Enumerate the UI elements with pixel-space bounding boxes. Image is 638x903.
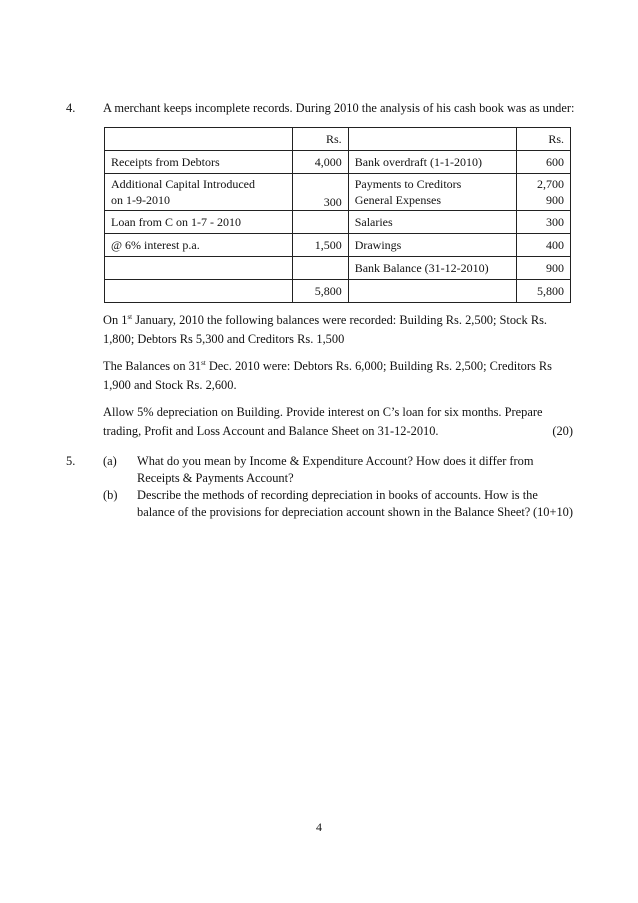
sub-question-text (137, 487, 573, 521)
table-cell: 600 (516, 151, 570, 174)
table-cell: 4,000 (292, 151, 348, 174)
cash-book-table (104, 127, 571, 303)
page-number: 4 (316, 820, 322, 834)
opening-balances-paragraph (103, 311, 573, 349)
table-row (105, 257, 571, 280)
table-cell (292, 174, 348, 211)
text-span: On 1 (103, 313, 128, 327)
cell-line: 900 (546, 193, 564, 207)
superscript: st (201, 358, 206, 367)
sub-question-label: (a) (103, 454, 117, 468)
instructions-paragraph (103, 403, 573, 441)
table-cell: Rs. (516, 128, 570, 151)
table-cell: 5,800 (292, 280, 348, 303)
question-5 (66, 453, 576, 521)
text-span: Allow 5% depreciation on Building. Provide interest on C’s loan for six months. Prepare trading, Profit and Loss Account and Balance Sheet on 31-12-2010. (103, 405, 543, 438)
table-cell: 5,800 (516, 280, 570, 303)
superscript: st (127, 312, 133, 321)
table-cell (292, 257, 348, 280)
table-cell: Salaries (348, 211, 516, 234)
table-cell (348, 128, 516, 151)
text-span: The Balances on 31 (103, 359, 202, 373)
question-5b (66, 487, 576, 521)
closing-balances-paragraph (103, 357, 573, 395)
table-cell: Bank Balance (31-12-2010) (348, 257, 516, 280)
table-cell (348, 280, 516, 303)
cell-line: 300 (323, 195, 342, 209)
question-number: 4. (66, 101, 76, 115)
text-span: Dec. 2010 were: Debtors Rs. 6,000; Building Rs. 2,500; Creditors Rs 1,900 and Stock Rs. 2,600. (103, 359, 552, 392)
table-cell: Rs. (292, 128, 348, 151)
cell-line: 2,700 (537, 177, 564, 191)
table-row (105, 211, 571, 234)
table-row (105, 151, 571, 174)
table-cell: 300 (516, 211, 570, 234)
table-cell (348, 174, 516, 211)
table-total-row (105, 280, 571, 303)
text-span: Describe the methods of recording depreciation in books of accounts. How is the balance of the provisions for depreciation account shown in the Balance Sheet? (137, 488, 538, 519)
table-cell: Loan from C on 1-7 - 2010 (105, 211, 293, 234)
sub-question-label: (b) (103, 488, 118, 502)
cell-line: Additional Capital Introduced (111, 177, 255, 191)
table-cell (292, 211, 348, 234)
sub-question-text: What do you mean by Income & Expenditure Account? How does it differ from Receipts & Payments Account? (137, 454, 534, 485)
cell-line: Payments to Creditors (354, 177, 462, 191)
table-cell: 400 (516, 234, 570, 257)
cell-line: General Expenses (354, 193, 441, 207)
table-row (105, 174, 571, 211)
table-cell: 900 (516, 257, 570, 280)
marks-label: (20) (552, 424, 573, 438)
table-cell: 1,500 (292, 234, 348, 257)
table-cell (105, 280, 293, 303)
question-number: 5. (66, 454, 76, 468)
cell-line: on 1-9-2010 (111, 193, 170, 207)
table-cell: Receipts from Debtors (105, 151, 293, 174)
text-span: January, 2010 the following balances were recorded: Building Rs. 2,500; Stock Rs. 1,800; Debtors Rs 5,300 and Creditors Rs. 1,500 (103, 313, 548, 346)
marks-label: (10+10) (532, 505, 573, 519)
table-cell (516, 174, 570, 211)
table-cell: @ 6% interest p.a. (105, 234, 293, 257)
table-cell (105, 174, 293, 211)
table-header-row (105, 128, 571, 151)
table-row (105, 234, 571, 257)
table-cell (105, 257, 293, 280)
table-cell (105, 128, 293, 151)
question-text: A merchant keeps incomplete records. During 2010 the analysis of his cash book was as under: (103, 101, 575, 115)
table-cell: Drawings (348, 234, 516, 257)
question-5a (66, 453, 576, 487)
table-cell: Bank overdraft (1-1-2010) (348, 151, 516, 174)
